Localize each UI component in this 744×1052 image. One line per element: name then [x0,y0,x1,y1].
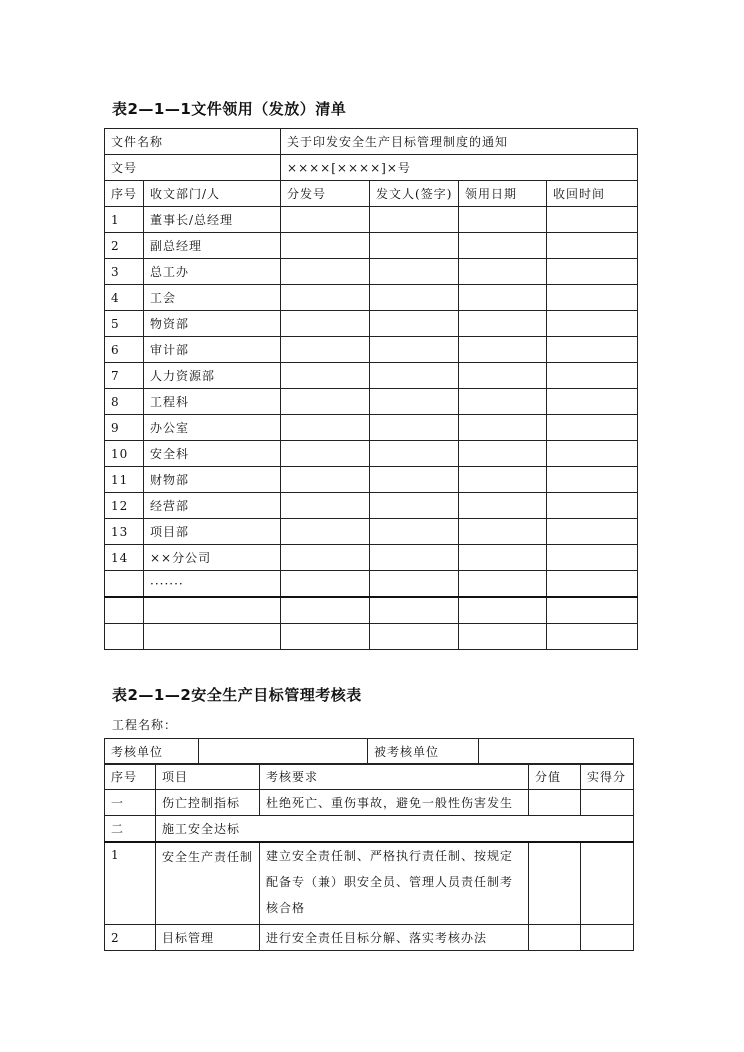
assessing-unit-value [199,739,368,765]
distribution-no-cell [281,207,370,233]
table-row [105,233,638,259]
receive-date-cell [459,545,547,571]
table1-title: 表2—1—1文件领用（发放）清单 [112,100,347,118]
safety-target-assessment-table [104,738,634,765]
row-dept: 人力资源部 [144,363,281,389]
return-time-cell [547,259,638,285]
row-dept: 董事长/总经理 [144,207,281,233]
return-time-cell [547,624,638,650]
return-time-cell [547,493,638,519]
signature-cell [370,493,459,519]
table-row [105,285,638,311]
header-cell: 序号 [105,181,144,207]
distribution-no-cell [281,311,370,337]
receive-date-cell [459,493,547,519]
table1-header-row [105,181,638,207]
row-dept: 工程科 [144,389,281,415]
project-name-label: 工程名称： [112,718,178,732]
row-no: 9 [105,415,144,441]
table-row [105,790,634,816]
distribution-no-cell [281,363,370,389]
row-dept: 物资部 [144,311,281,337]
return-time-cell [547,233,638,259]
row-actual [581,790,634,816]
row-no [105,624,144,650]
row-no: 7 [105,363,144,389]
return-time-cell [547,545,638,571]
row-item: 安全生产责任制 [156,842,260,925]
table-row [105,207,638,233]
receive-date-cell [459,467,547,493]
table2-header-row [105,764,634,790]
distribution-no-cell [281,337,370,363]
return-time-cell [547,467,638,493]
table-row [105,816,634,843]
row-dept: 工会 [144,285,281,311]
distribution-no-cell [281,545,370,571]
doc-name-value: 关于印发安全生产目标管理制度的通知 [281,129,638,155]
row-no: 2 [105,233,144,259]
row-no [105,597,144,624]
receive-date-cell [459,259,547,285]
return-time-cell [547,415,638,441]
return-time-cell [547,571,638,598]
table-row [105,545,638,571]
return-time-cell [547,363,638,389]
header-cell: 实得分 [581,764,634,790]
receive-date-cell [459,233,547,259]
signature-cell [370,519,459,545]
row-requirement: 建立安全责任制、严格执行责任制、按规定配备专（兼）职安全员、管理人员责任制考核合格 [260,842,529,925]
row-no: 8 [105,389,144,415]
row-no: 11 [105,467,144,493]
receive-date-cell [459,389,547,415]
receive-date-cell [459,415,547,441]
row-no: 1 [105,207,144,233]
receive-date-cell [459,597,547,624]
row-dept: ××分公司 [144,545,281,571]
header-cell: 考核要求 [260,764,529,790]
signature-cell [370,597,459,624]
receive-date-cell [459,519,547,545]
distribution-no-cell [281,597,370,624]
table-row [105,624,638,650]
signature-cell [370,571,459,598]
header-cell: 收文部门/人 [144,181,281,207]
row-requirement: 杜绝死亡、重伤事故，避免一般性伤害发生 [260,790,529,816]
row-no: 12 [105,493,144,519]
table-row [105,519,638,545]
header-cell: 收回时间 [547,181,638,207]
assessment-items-table [104,763,634,951]
return-time-cell [547,441,638,467]
return-time-cell [547,519,638,545]
distribution-no-cell [281,285,370,311]
receive-date-cell [459,337,547,363]
header-cell: 分发号 [281,181,370,207]
table-row [105,597,638,624]
header-cell: 发文人(签字) [370,181,459,207]
table-row [105,842,634,925]
row-no: 1 [105,842,156,925]
table-row [105,363,638,389]
row-dept [144,624,281,650]
table2-title: 表2—1—2安全生产目标管理考核表 [112,686,362,704]
table-row [105,441,638,467]
row-item: 伤亡控制指标 [156,790,260,816]
signature-cell [370,545,459,571]
receive-date-cell [459,363,547,389]
distribution-no-cell [281,415,370,441]
row-no [105,571,144,598]
row-no: 一 [105,790,156,816]
distribution-no-cell [281,233,370,259]
distribution-no-cell [281,389,370,415]
receive-date-cell [459,571,547,598]
assessed-unit-label: 被考核单位 [368,739,479,765]
signature-cell [370,389,459,415]
return-time-cell [547,337,638,363]
signature-cell [370,337,459,363]
row-no: 13 [105,519,144,545]
row-score [529,790,581,816]
doc-no-value: ××××[××××]×号 [281,155,638,181]
row-no: 4 [105,285,144,311]
row-no: 6 [105,337,144,363]
signature-cell [370,441,459,467]
row-item: 目标管理 [156,925,260,951]
row-score [529,925,581,951]
table-row [105,259,638,285]
signature-cell [370,259,459,285]
row-no: 14 [105,545,144,571]
header-cell: 序号 [105,764,156,790]
return-time-cell [547,389,638,415]
signature-cell [370,285,459,311]
receive-date-cell [459,285,547,311]
signature-cell [370,311,459,337]
return-time-cell [547,311,638,337]
row-requirement: 进行安全责任目标分解、落实考核办法 [260,925,529,951]
receive-date-cell [459,441,547,467]
table-row [105,493,638,519]
row-actual [581,842,634,925]
receive-date-cell [459,624,547,650]
row-actual [581,925,634,951]
doc-no-label: 文号 [105,155,281,181]
row-dept: 审计部 [144,337,281,363]
distribution-no-cell [281,259,370,285]
row-dept: 项目部 [144,519,281,545]
table-row [105,925,634,951]
row-dept: 副总经理 [144,233,281,259]
row-dept: 总工办 [144,259,281,285]
distribution-no-cell [281,519,370,545]
distribution-no-cell [281,624,370,650]
distribution-no-cell [281,493,370,519]
document-distribution-table [104,128,638,650]
distribution-no-cell [281,571,370,598]
row-no: 5 [105,311,144,337]
signature-cell [370,624,459,650]
header-cell: 领用日期 [459,181,547,207]
table-row [105,311,638,337]
return-time-cell [547,207,638,233]
return-time-cell [547,597,638,624]
doc-name-label: 文件名称 [105,129,281,155]
signature-cell [370,207,459,233]
table-row [105,415,638,441]
row-dept [144,597,281,624]
return-time-cell [547,285,638,311]
header-cell: 项目 [156,764,260,790]
signature-cell [370,363,459,389]
table-row [105,467,638,493]
signature-cell [370,233,459,259]
table-row [105,337,638,363]
table-row [105,389,638,415]
signature-cell [370,415,459,441]
row-dept: ······· [144,571,281,598]
row-dept: 财物部 [144,467,281,493]
header-cell: 分值 [529,764,581,790]
row-no: 二 [105,816,156,843]
table-row [105,571,638,598]
receive-date-cell [459,207,547,233]
receive-date-cell [459,311,547,337]
signature-cell [370,467,459,493]
assessed-unit-value [479,739,634,765]
row-no: 2 [105,925,156,951]
row-no: 10 [105,441,144,467]
distribution-no-cell [281,441,370,467]
assessing-unit-label: 考核单位 [105,739,199,765]
row-score [529,842,581,925]
distribution-no-cell [281,467,370,493]
row-dept: 安全科 [144,441,281,467]
row-item: 施工安全达标 [156,816,634,843]
row-dept: 办公室 [144,415,281,441]
row-dept: 经营部 [144,493,281,519]
row-no: 3 [105,259,144,285]
